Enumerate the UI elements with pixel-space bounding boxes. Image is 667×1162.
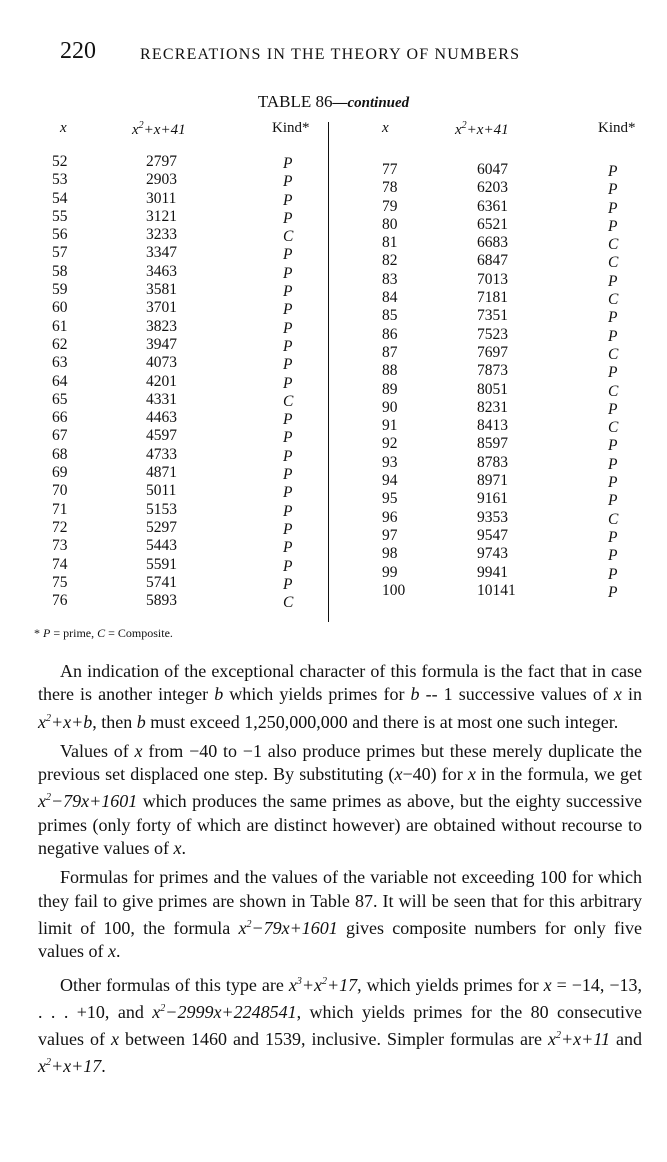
paragraph-1 [38,660,642,734]
table-cell: 98 [382,545,398,563]
table-cell: 3581 [146,281,177,299]
table-cell: 89 [382,380,398,398]
formula-rest: +17 [327,974,358,995]
text: and [609,1029,642,1050]
header-formula-left [132,120,186,139]
text: , which yields primes for the 80 consecutive values of [38,1001,643,1050]
table-cell: 4871 [146,464,177,482]
right-value-column [477,161,516,600]
text: An indication of the exceptional character of this formula is the fact that in case there is another integer [38,661,642,705]
table-cell: 3463 [146,262,177,280]
table-cell: P [608,163,618,180]
footnote-c: C [97,626,106,640]
right-x-column [382,161,405,600]
table-cell: P [608,583,618,601]
table-cell: 72 [52,518,68,536]
table-cell: 91 [382,417,398,435]
table-cell: 9547 [477,526,508,544]
formula-exp: 2 [461,120,467,131]
table-cell: 58 [52,262,68,280]
formula-x: x [152,1001,161,1022]
table-cell: 6847 [477,252,508,270]
table-cell: 5297 [146,518,177,536]
formula-exp: 2 [46,1057,51,1069]
var-x: x [134,740,143,761]
table-cell: 70 [52,482,68,500]
table-cell: 3121 [146,207,177,225]
table-cell: P [608,492,618,510]
table-cell: 7523 [477,325,508,343]
header-formula-right [455,120,509,139]
header-x-right: x [382,120,389,136]
text: between 1460 and 1539, inclusive. Simpler formulas are [119,1029,549,1050]
table-cell: 4073 [146,354,177,372]
table-cell: 5153 [146,500,177,518]
table-cell: P [283,466,293,484]
table-cell: 73 [52,537,68,555]
formula-x: x [238,917,247,938]
table-cell: 55 [52,207,68,225]
table-cell: 78 [382,179,398,197]
text: , which yields primes for [357,974,544,995]
table-cell: P [283,264,293,282]
table-cell: 79 [382,197,398,215]
text: . [115,941,121,962]
text: from −40 to −1 also produce primes but these merely duplicate the previous set displaced one step. By substituting ( [38,740,643,785]
table-cell: P [608,474,618,492]
table-cell: 77 [382,161,398,178]
table-cell: 64 [52,372,68,390]
formula [38,791,137,811]
table-cell: 7013 [477,270,508,288]
table-cell: P [283,520,293,538]
body-text [38,660,642,1085]
table-cell: P [283,319,293,337]
table-cell: P [283,301,293,319]
table-cell: P [608,455,618,473]
table-cell: P [283,374,293,392]
table-cell: 4463 [146,409,177,427]
formula-x: x [38,1056,46,1077]
text: −40) for [402,764,468,785]
formula-rest: −79x+1601 [51,791,138,812]
formula-exp: 2 [246,918,252,930]
table-cell: C [283,228,294,246]
table-cell: 9353 [477,508,508,526]
table-cell: 8597 [477,435,508,453]
table-cell: P [283,502,293,520]
table-cell: 4201 [146,372,177,390]
table-cell: 5443 [146,537,177,555]
table-cell: 59 [52,281,68,299]
var-b: b [410,684,420,705]
table-cell: P [283,283,293,301]
var-x: x [613,684,622,705]
paragraph-2 [38,740,642,860]
var-b: b [136,711,146,732]
table-cell: P [608,217,618,235]
table-cell: 3947 [146,335,177,353]
table-cell: 92 [382,435,398,453]
formula [38,712,92,732]
formula-x: x [132,122,139,138]
text: Formulas for primes and the values of the variable not exceeding 100 for which they fail to give primes are shown in Table 87. It will be seen that for this arbitrary limit of 100, the formula [38,867,642,938]
table-cell: 4733 [146,445,177,463]
formula-op: + [301,974,315,995]
text: , then [92,711,137,732]
table-cell: 8051 [477,380,508,398]
formula-x: x [38,791,46,812]
paragraph-3 [38,866,642,963]
column-divider [328,122,329,622]
table-cell: 69 [52,464,68,482]
var-x: x [394,764,403,785]
table-cell: 94 [382,472,398,490]
table-cell: 84 [382,289,398,307]
footnote-star: * [34,626,43,640]
table-cell: P [608,528,618,546]
table-cell: 60 [52,299,68,317]
table-cell: 7697 [477,343,508,361]
formula-exp: 2 [46,792,51,804]
table-cell: 95 [382,490,398,508]
table-cell: 2797 [146,153,177,170]
table-cell: 68 [52,445,68,463]
table-cell: 63 [52,354,68,372]
table-cell: 54 [52,189,68,207]
formula [38,1056,101,1076]
table-cell: P [283,411,293,429]
table-cell: 83 [382,270,398,288]
formula [548,1029,610,1049]
var-x: x [543,974,552,995]
table-cell: P [608,437,618,455]
table-cell: P [608,309,618,327]
text: must exceed 1,250,000,000 and there is at most one such integer. [145,711,619,732]
table-cell: P [608,400,618,418]
formula-rest: −2999x+2248541 [165,1001,297,1022]
table-cell: P [283,191,293,209]
table-cell: 6521 [477,215,508,233]
table-cell: P [283,539,293,557]
formula-exp: 2 [160,1002,166,1014]
table-cell: 7873 [477,362,508,380]
table-cell: 71 [52,500,68,518]
table-cell: P [608,272,618,290]
table-cell: 75 [52,573,68,591]
table-cell: 10141 [477,581,516,599]
table-cell: 53 [52,171,68,189]
table-cell: 82 [382,252,398,270]
table-cell: 8971 [477,472,508,490]
text: in [621,684,642,705]
table-cell: P [283,575,293,593]
table-cell: 86 [382,325,398,343]
table-cell: 96 [382,508,398,526]
table-cell: 99 [382,563,398,581]
footnote-p: P [43,626,51,640]
text: gives composite numbers for only five values of [38,917,643,962]
formula [289,975,357,995]
formula-rest: −79x+1601 [251,917,338,938]
formula-exp: 2 [46,712,51,724]
table-cell: 8413 [477,417,508,435]
page-number: 220 [60,38,96,64]
table-cell: 97 [382,526,398,544]
left-x-column [52,153,68,610]
header-kind-left: Kind* [272,120,310,136]
header-kind-right: Kind* [598,120,636,136]
left-value-column [146,153,177,610]
table-cell: P [608,181,618,199]
text: = −14, −13, . . . +10, and [38,974,642,1022]
table-cell: P [283,557,293,575]
table-cell: 3011 [146,189,177,207]
table-cell: P [608,565,618,583]
var-x: x [111,1029,120,1050]
table-cell: 6047 [477,161,508,178]
table-cell: C [608,345,619,363]
formula-rest: +x+41 [466,122,509,138]
table-cell: C [608,254,619,272]
table-cell: 6203 [477,179,508,197]
table-cell: 5011 [146,482,177,500]
table-cell: P [283,246,293,264]
table-cell: 5741 [146,573,177,591]
table-cell: C [608,510,619,528]
table-cell: 3347 [146,244,177,262]
table-cell: 5591 [146,555,177,573]
paragraph-4 [38,970,642,1079]
table-cell: 67 [52,427,68,445]
table-cell: P [283,447,293,465]
table-cell: 2903 [146,171,177,189]
formula-rest: +x+41 [143,122,186,138]
text: Other formulas of this type are [60,974,289,995]
table-cell: 90 [382,398,398,416]
formula-x: x [455,122,462,138]
table-cell: 57 [52,244,68,262]
var-x: x [467,764,476,785]
table-cell: 3701 [146,299,177,317]
table-cell: C [283,392,294,410]
table-cell: P [608,547,618,565]
table-cell: 76 [52,592,68,610]
table-cell: P [283,209,293,227]
table-cell: 9941 [477,563,508,581]
table-cell: 7351 [477,307,508,325]
table-cell: 81 [382,234,398,252]
table-cell: C [283,594,294,612]
table-title [0,92,667,112]
text: in the formula, we get [475,764,643,785]
formula-x: x [288,974,297,995]
text: which yields primes for [223,684,411,705]
table-cell: 4331 [146,390,177,408]
table-cell: C [608,419,619,437]
table-cell: P [608,364,618,382]
table-cell: 66 [52,409,68,427]
footnote-p-def: = prime, [50,626,98,640]
text: . [181,838,186,859]
table-title-main: TABLE 86 [257,92,333,111]
formula-x: x [314,974,323,995]
var-b: b [214,684,224,705]
table-cell: P [283,173,293,191]
table-cell: 7181 [477,289,508,307]
var-x: x [173,838,182,859]
text: which produces the same primes as above, but the eighty successive primes (only forty of which are distinct however) are obtained without recourse to negative values of [38,791,642,859]
table-cell: 6683 [477,234,508,252]
table-cell: 8231 [477,398,508,416]
table-cell: 80 [382,215,398,233]
table-cell: 62 [52,335,68,353]
formula-rest: +x+17 [51,1056,102,1077]
table-cell: C [608,291,619,309]
text: Values of [60,740,135,761]
table-cell: P [283,484,293,502]
header-x-left: x [60,120,67,136]
table-cell: 9161 [477,490,508,508]
table-cell: 3233 [146,226,177,244]
formula [239,918,338,938]
table-cell: 88 [382,362,398,380]
table-cell: P [283,429,293,447]
table-cell: 61 [52,317,68,335]
table-cell: 4597 [146,427,177,445]
footnote-c-def: = Composite. [105,626,173,640]
text: . [101,1056,106,1077]
page-header [60,38,620,78]
table-cell: 3823 [146,317,177,335]
table-footnote [34,626,173,641]
text: -- 1 successive values of [419,684,614,705]
right-kind-column [608,163,618,602]
table-title-suffix: —continued [332,95,410,111]
table-cell: 9743 [477,545,508,563]
table-cell: 93 [382,453,398,471]
formula-exp: 2 [556,1030,562,1042]
formula-rest: +x+b [51,711,93,732]
table-cell: P [283,155,293,172]
table-cell: 100 [382,581,406,599]
table-cell: 5893 [146,592,177,610]
formula [152,1002,296,1022]
formula-rest: +x+11 [561,1029,610,1050]
table-cell: P [283,337,293,355]
table-cell: 6361 [477,197,508,215]
table-cell: 74 [52,555,68,573]
table-cell: C [608,236,619,254]
formula-exp: 3 [296,975,302,987]
formula-x: x [548,1029,557,1050]
table-cell: C [608,382,619,400]
var-x: x [107,941,116,962]
table-cell: 52 [52,153,68,170]
table-cell: 85 [382,307,398,325]
table-cell: P [283,356,293,374]
table-cell: 56 [52,226,68,244]
formula-exp: 2 [138,120,144,131]
left-kind-column [283,155,293,612]
table-cell: P [608,199,618,217]
table-cell: 8783 [477,453,508,471]
running-title: RECREATIONS IN THE THEORY OF NUMBERS [140,46,521,63]
table-cell: 87 [382,343,398,361]
table-cell: P [608,327,618,345]
formula-exp: 2 [322,975,328,987]
formula-x: x [38,711,46,732]
table-cell: 65 [52,390,68,408]
